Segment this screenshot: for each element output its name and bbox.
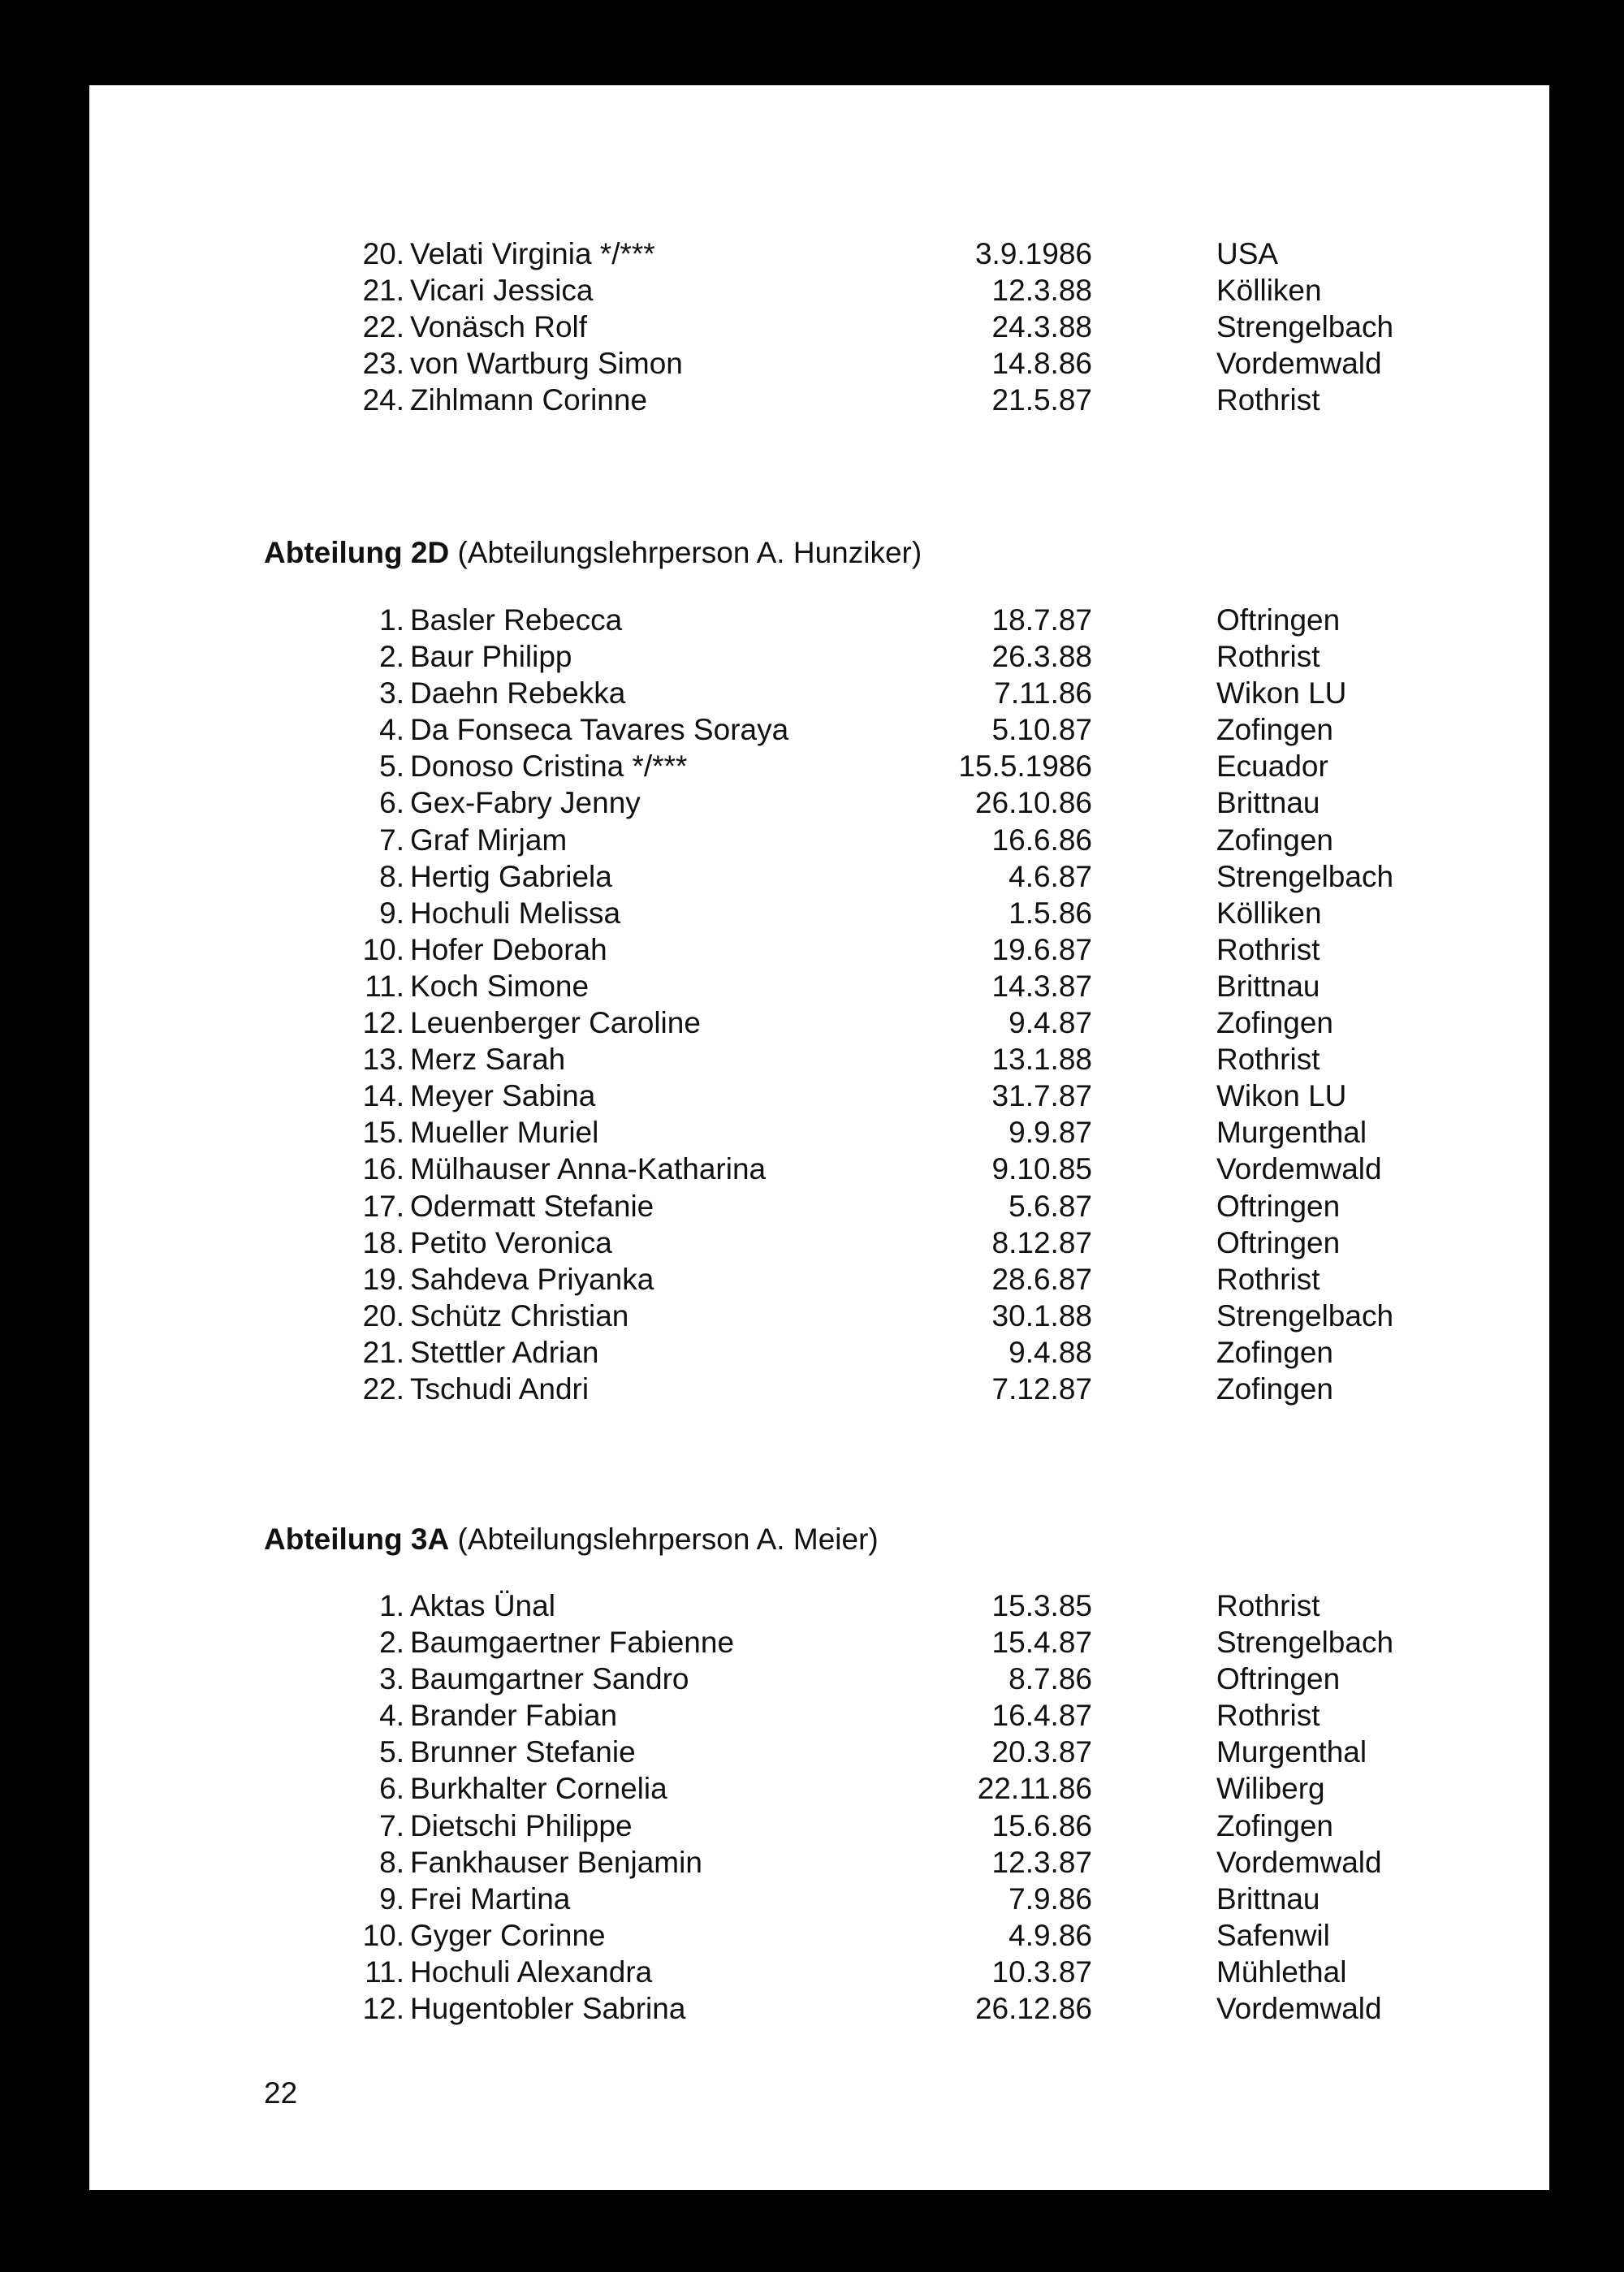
birth-date: 8.12.87	[991, 1225, 1092, 1259]
home-town: Oftringen	[1216, 1662, 1341, 1696]
student-name: Hochuli Alexandra	[410, 1955, 653, 1989]
student-name: Burkhalter Cornelia	[410, 1772, 667, 1806]
birth-date: 26.12.86	[974, 1992, 1092, 2026]
row-number: 8.	[379, 1845, 404, 1879]
row-number: 22.	[362, 310, 404, 344]
student-name: Leuenberger Caroline	[410, 1006, 701, 1040]
row-number: 16.	[362, 1152, 404, 1186]
list-item	[264, 822, 1417, 858]
student-name: Gyger Corinne	[410, 1918, 606, 1952]
list-item	[264, 784, 1417, 821]
row-number: 10.	[362, 932, 404, 966]
student-name: Tschudi Andri	[410, 1371, 590, 1406]
birth-date: 3.9.1986	[974, 237, 1092, 270]
list-item	[264, 1225, 1417, 1261]
row-number: 11.	[365, 969, 404, 1003]
list-item	[264, 1004, 1417, 1041]
row-number: 6.	[379, 786, 404, 820]
birth-date: 15.3.85	[991, 1589, 1092, 1622]
birth-date: 9.4.87	[1009, 1006, 1092, 1040]
list-item	[264, 1734, 1417, 1770]
list-item	[264, 1990, 1417, 2027]
row-number: 5.	[379, 749, 404, 784]
home-town: Oftringen	[1216, 603, 1341, 637]
home-town: Zofingen	[1216, 713, 1333, 747]
list-item	[264, 1917, 1417, 1954]
home-town: Kölliken	[1216, 274, 1322, 308]
student-name: Hochuli Melissa	[410, 896, 621, 930]
home-town: Vordemwald	[1216, 1845, 1382, 1879]
student-name: Vicari Jessica	[410, 274, 594, 308]
document-page	[89, 85, 1549, 2190]
list-item	[264, 1587, 1417, 1624]
student-name: Mueller Muriel	[410, 1116, 599, 1150]
list-item	[264, 1770, 1417, 1807]
class-list-3a	[264, 1587, 1417, 2027]
list-item	[264, 931, 1417, 968]
row-number: 20.	[362, 237, 404, 270]
row-number: 20.	[362, 1298, 404, 1333]
home-town: Rothrist	[1216, 1262, 1320, 1296]
birth-date: 12.3.87	[991, 1845, 1092, 1879]
list-item	[264, 345, 1417, 382]
birth-date: 21.5.87	[991, 383, 1092, 417]
home-town: Strengelbach	[1216, 1626, 1394, 1660]
birth-date: 5.10.87	[991, 713, 1092, 747]
row-number: 2.	[379, 1626, 404, 1660]
section-title: Abteilung 2D	[264, 536, 450, 569]
birth-date: 20.3.87	[991, 1735, 1092, 1769]
section-teacher: (Abteilungslehrperson A. Hunziker)	[457, 536, 922, 569]
home-town: Rothrist	[1216, 932, 1320, 966]
birth-date: 30.1.88	[991, 1298, 1092, 1333]
student-name: Hertig Gabriela	[410, 859, 612, 893]
home-town: Brittnau	[1216, 786, 1320, 820]
birth-date: 26.10.86	[974, 786, 1092, 820]
list-item	[264, 895, 1417, 931]
student-name: Koch Simone	[410, 969, 590, 1003]
birth-date: 16.4.87	[991, 1699, 1092, 1733]
row-number: 7.	[379, 823, 404, 857]
row-number: 17.	[362, 1189, 404, 1223]
list-item	[264, 1298, 1417, 1334]
list-item	[264, 1661, 1417, 1697]
student-name: Schütz Christian	[410, 1298, 629, 1333]
birth-date: 12.3.88	[991, 274, 1092, 308]
list-item	[264, 235, 1417, 272]
home-town: Vordemwald	[1216, 1992, 1382, 2026]
list-item	[264, 711, 1417, 748]
student-name: von Wartburg Simon	[410, 347, 683, 381]
home-town: Mühlethal	[1216, 1955, 1347, 1989]
birth-date: 28.6.87	[991, 1262, 1092, 1296]
list-item	[264, 858, 1417, 895]
home-town: USA	[1216, 237, 1279, 270]
birth-date: 18.7.87	[991, 603, 1092, 637]
list-item	[264, 1624, 1417, 1661]
home-town: Strengelbach	[1216, 1298, 1394, 1333]
row-number: 6.	[379, 1772, 404, 1806]
home-town: Zofingen	[1216, 1006, 1333, 1040]
home-town: Zofingen	[1216, 1371, 1333, 1406]
home-town: Zofingen	[1216, 823, 1333, 857]
student-name: Velati Virginia */***	[410, 237, 655, 270]
home-town: Rothrist	[1216, 1699, 1320, 1733]
home-town: Wikon LU	[1216, 1079, 1347, 1113]
home-town: Rothrist	[1216, 640, 1320, 674]
student-name: Meyer Sabina	[410, 1079, 596, 1113]
list-item	[264, 272, 1417, 309]
birth-date: 4.6.87	[1009, 859, 1092, 893]
birth-date: 9.9.87	[1009, 1116, 1092, 1150]
student-name: Petito Veronica	[410, 1225, 612, 1259]
student-name: Baumgaertner Fabienne	[410, 1626, 735, 1660]
birth-date: 15.6.86	[991, 1808, 1092, 1842]
home-town: Oftringen	[1216, 1189, 1341, 1223]
row-number: 8.	[379, 859, 404, 893]
birth-date: 14.8.86	[991, 347, 1092, 381]
birth-date: 15.5.1986	[958, 749, 1092, 784]
student-name: Baur Philipp	[410, 640, 572, 674]
home-town: Kölliken	[1216, 896, 1322, 930]
class-list-2d	[264, 602, 1417, 1407]
student-name: Basler Rebecca	[410, 603, 623, 637]
list-item	[264, 309, 1417, 345]
list-item	[264, 1881, 1417, 1917]
student-name: Sahdeva Priyanka	[410, 1262, 654, 1296]
row-number: 4.	[379, 1699, 404, 1733]
continuation-list	[264, 235, 1417, 418]
row-number: 12.	[362, 1992, 404, 2026]
list-item	[264, 1188, 1417, 1225]
birth-date: 5.6.87	[1009, 1189, 1092, 1223]
home-town: Wikon LU	[1216, 676, 1347, 711]
list-item	[264, 1808, 1417, 1844]
row-number: 21.	[362, 274, 404, 308]
student-name: Da Fonseca Tavares Soraya	[410, 713, 789, 747]
row-number: 1.	[379, 1589, 404, 1622]
list-item	[264, 1151, 1417, 1187]
birth-date: 19.6.87	[991, 932, 1092, 966]
list-item	[264, 1697, 1417, 1734]
row-number: 2.	[379, 640, 404, 674]
student-name: Brunner Stefanie	[410, 1735, 636, 1769]
section-title: Abteilung 3A	[264, 1523, 450, 1556]
list-item	[264, 675, 1417, 711]
birth-date: 1.5.86	[1009, 896, 1092, 930]
student-name: Aktas Ünal	[410, 1589, 555, 1622]
birth-date: 4.9.86	[1009, 1918, 1092, 1952]
list-item	[264, 1261, 1417, 1298]
row-number: 3.	[379, 676, 404, 711]
page-number: 22	[264, 2076, 298, 2110]
section-heading-3a	[264, 1521, 879, 1557]
row-number: 21.	[362, 1335, 404, 1369]
row-number: 19.	[362, 1262, 404, 1296]
home-town: Murgenthal	[1216, 1116, 1367, 1150]
home-town: Zofingen	[1216, 1808, 1333, 1842]
student-name: Graf Mirjam	[410, 823, 568, 857]
student-name: Dietschi Philippe	[410, 1808, 633, 1842]
student-name: Baumgartner Sandro	[410, 1662, 689, 1696]
row-number: 15.	[362, 1116, 404, 1150]
birth-date: 16.6.86	[991, 823, 1092, 857]
student-name: Fankhauser Benjamin	[410, 1845, 702, 1879]
list-item	[264, 382, 1417, 418]
home-town: Zofingen	[1216, 1335, 1333, 1369]
birth-date: 7.9.86	[1009, 1881, 1092, 1916]
list-item	[264, 748, 1417, 784]
student-name: Vonäsch Rolf	[410, 310, 588, 344]
home-town: Murgenthal	[1216, 1735, 1367, 1769]
row-number: 3.	[379, 1662, 404, 1696]
birth-date: 9.10.85	[991, 1152, 1092, 1186]
list-item	[264, 602, 1417, 638]
list-item	[264, 638, 1417, 675]
birth-date: 10.3.87	[991, 1955, 1092, 1989]
birth-date: 26.3.88	[991, 640, 1092, 674]
row-number: 7.	[379, 1808, 404, 1842]
home-town: Oftringen	[1216, 1225, 1341, 1259]
home-town: Rothrist	[1216, 1043, 1320, 1077]
student-name: Frei Martina	[410, 1881, 571, 1916]
home-town: Safenwil	[1216, 1918, 1330, 1952]
home-town: Strengelbach	[1216, 310, 1394, 344]
home-town: Vordemwald	[1216, 1152, 1382, 1186]
list-item	[264, 1078, 1417, 1114]
student-name: Mülhauser Anna-Katharina	[410, 1152, 767, 1186]
student-name: Zihlmann Corinne	[410, 383, 648, 417]
row-number: 24.	[362, 383, 404, 417]
birth-date: 22.11.86	[977, 1772, 1092, 1806]
home-town: Vordemwald	[1216, 347, 1382, 381]
birth-date: 24.3.88	[991, 310, 1092, 344]
birth-date: 31.7.87	[991, 1079, 1092, 1113]
birth-date: 9.4.88	[1009, 1335, 1092, 1369]
list-item	[264, 1844, 1417, 1881]
section-heading-2d	[264, 534, 922, 571]
home-town: Ecuador	[1216, 749, 1328, 784]
student-name: Daehn Rebekka	[410, 676, 626, 711]
student-name: Gex-Fabry Jenny	[410, 786, 641, 820]
list-item	[264, 1954, 1417, 1990]
row-number: 9.	[379, 896, 404, 930]
home-town: Wiliberg	[1216, 1772, 1325, 1806]
home-town: Brittnau	[1216, 1881, 1320, 1916]
row-number: 11.	[365, 1955, 404, 1989]
student-name: Brander Fabian	[410, 1699, 618, 1733]
student-name: Stettler Adrian	[410, 1335, 599, 1369]
row-number: 18.	[362, 1225, 404, 1259]
student-name: Hofer Deborah	[410, 932, 607, 966]
section-teacher: (Abteilungslehrperson A. Meier)	[457, 1523, 879, 1556]
birth-date: 7.12.87	[991, 1371, 1092, 1406]
row-number: 12.	[362, 1006, 404, 1040]
row-number: 4.	[379, 713, 404, 747]
row-number: 5.	[379, 1735, 404, 1769]
student-name: Odermatt Stefanie	[410, 1189, 654, 1223]
student-name: Hugentobler Sabrina	[410, 1992, 686, 2026]
student-name: Donoso Cristina */***	[410, 749, 688, 784]
home-town: Brittnau	[1216, 969, 1320, 1003]
row-number: 22.	[362, 1371, 404, 1406]
home-town: Rothrist	[1216, 383, 1320, 417]
row-number: 13.	[362, 1043, 404, 1077]
home-town: Rothrist	[1216, 1589, 1320, 1622]
row-number: 1.	[379, 603, 404, 637]
student-name: Merz Sarah	[410, 1043, 566, 1077]
row-number: 9.	[379, 1881, 404, 1916]
list-item	[264, 1334, 1417, 1371]
home-town: Strengelbach	[1216, 859, 1394, 893]
list-item	[264, 1114, 1417, 1151]
list-item	[264, 1041, 1417, 1078]
birth-date: 15.4.87	[991, 1626, 1092, 1660]
list-item	[264, 1371, 1417, 1407]
birth-date: 8.7.86	[1009, 1662, 1092, 1696]
birth-date: 7.11.86	[994, 676, 1092, 711]
birth-date: 13.1.88	[991, 1043, 1092, 1077]
row-number: 10.	[362, 1918, 404, 1952]
row-number: 14.	[362, 1079, 404, 1113]
birth-date: 14.3.87	[991, 969, 1092, 1003]
row-number: 23.	[362, 347, 404, 381]
list-item	[264, 968, 1417, 1004]
